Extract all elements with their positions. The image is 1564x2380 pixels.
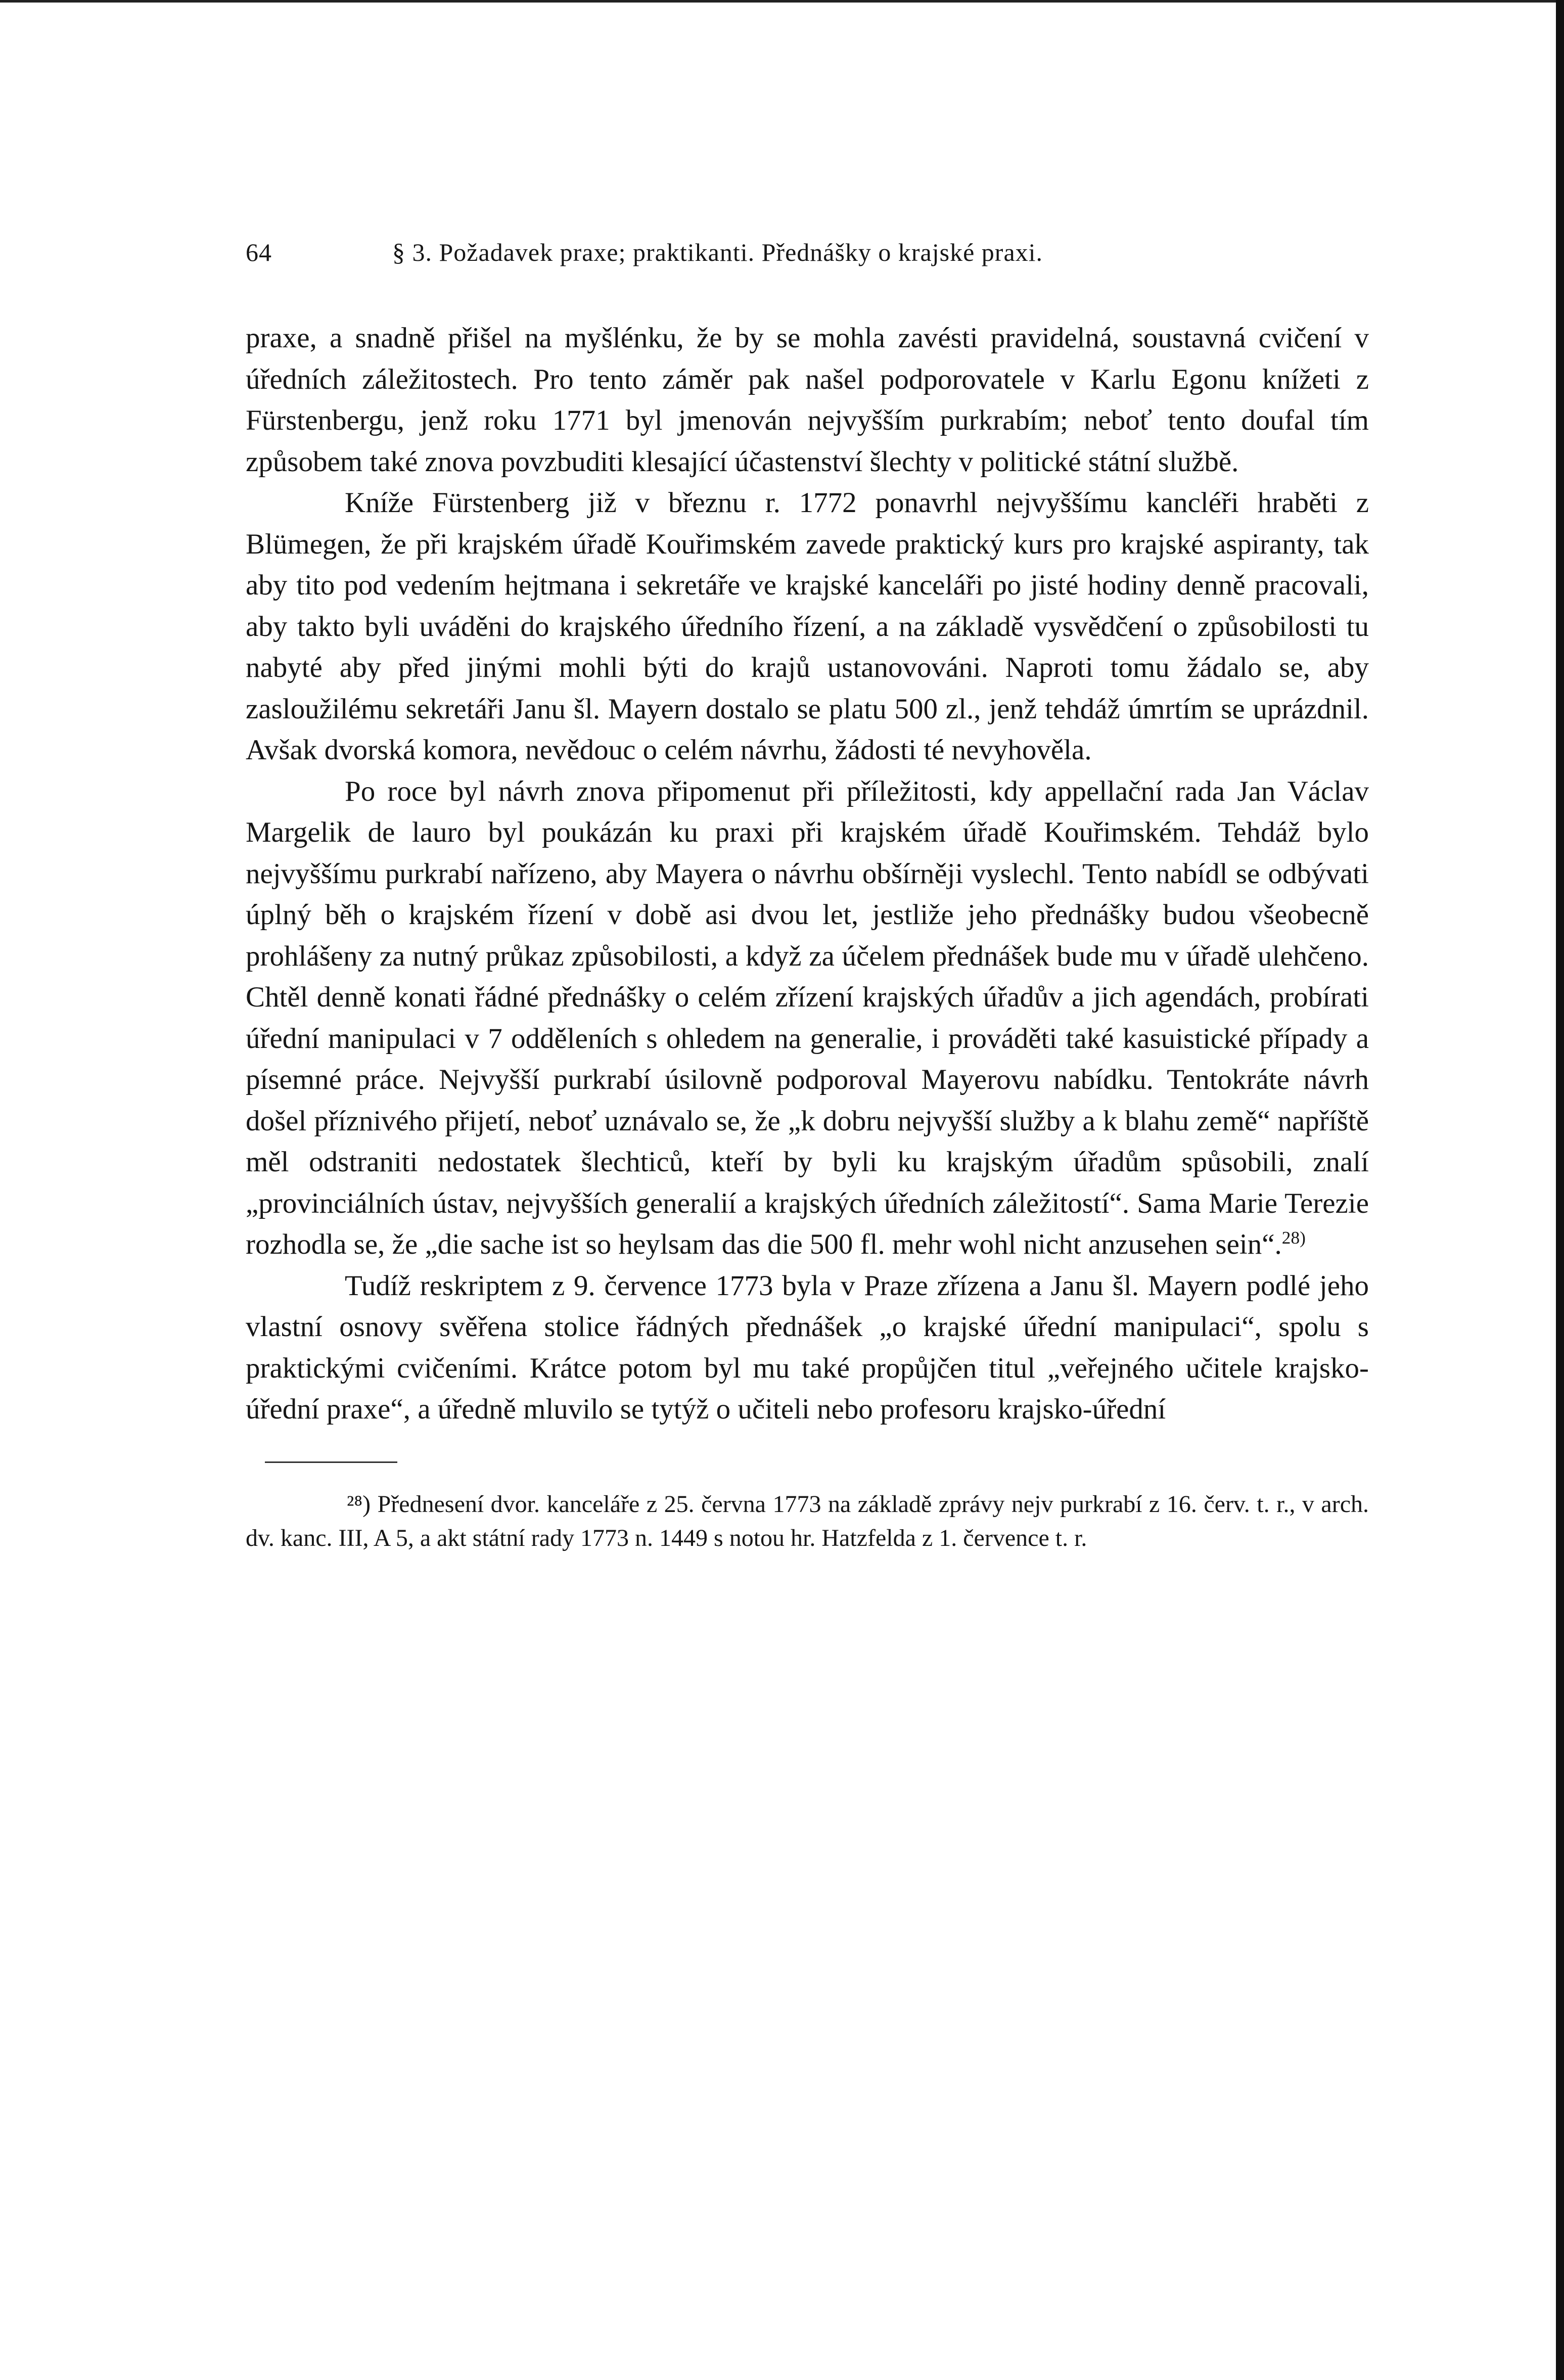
body-text (246, 317, 1369, 1430)
running-title: § 3. Požadavek praxe; praktikanti. Přednášky o krajské praxi. (392, 238, 1043, 266)
page-number: 64 (246, 238, 272, 266)
paragraph-1: praxe, a snadně přišel na myšlénku, že by se mohla zavésti pravidelná, soustavná cvičení v úředních záležitostech. Pro tento záměr pak našel podporovatele v Karlu Egonu knížeti z Fürstenbergu, jenž roku 1771 byl jmenován nejvyšším purkrabím; neboť tento doufal tím způsobem také znova povzbuditi klesající účastenství šlechty v politické státní službě. (246, 322, 1369, 478)
paragraph-3-text: Po roce byl návrh znova připomenut při příležitosti, kdy appellační rada Jan Václav Margelik de lauro byl poukázán ku praxi při krajském úřadě Kouřimském. Tehdáž bylo nejvyššímu purkrabí nařízeno, aby Mayera o návrhu obšírněji vyslechl. Tento nabídl se odbývati úplný běh o krajském řízení v době asi dvou let, jestliže jeho přednášky budou všeobecně prohlášeny za nutný průkaz způsobilosti, a když za účelem přednášek bude mu v úřadě ulehčeno. Chtěl denně konati řádné přednášky o celém zřízení krajských úřadův a jich agendách, probírati úřední manipulaci v 7 odděleních s ohledem na generalie, i prováděti také kasuistické případy a písemné práce. Nejvyšší purkrabí úsilovně podporoval Mayerovu nabídku. Tentokráte návrh došel příznivého přijetí, neboť uznávalo se, že „k dobru nejvyšší služby a k blahu země“ napříště měl odstraniti nedostatek šlechticů, kteří by byli ku krajským úřadům spůsobili, znalí „provinciálních ústav, nejvyšších generalií a krajských úředních záležitostí“. Sama Marie Terezie rozhodla se, že „die sache ist so heylsam das die 500 fl. mehr wohl nicht anzusehen sein“. (246, 775, 1369, 1260)
footnote-divider (265, 1461, 397, 1463)
footnote (246, 1487, 1369, 1555)
paragraph-3 (246, 771, 1369, 1265)
footnote-reference-number: 28 (1281, 1228, 1300, 1248)
footnote-body (246, 1487, 1369, 1555)
running-header (246, 238, 1369, 273)
footnote-text: Přednesení dvor. kanceláře z 25. června 1773 na základě zprávy nejv purkrabí z 16. červ. t. r., v arch. dv. kanc. III, A 5, a akt státní rady 1773 n. 1449 s notou hr. Hatzfelda z 1. července t. r. (246, 1490, 1369, 1551)
footnote-marker: ²⁸) (347, 1490, 371, 1518)
footnote-reference: 28) (1281, 1228, 1306, 1248)
book-page (246, 238, 1369, 1555)
scan-right-edge (1556, 0, 1564, 2380)
paragraph-2: Kníže Fürstenberg již v březnu r. 1772 ponavrhl nejvyššímu kancléři hraběti z Blümegen, že při krajském úřadě Kouřimském zavede praktický kurs pro krajské aspiranty, tak aby tito pod vedením hejtmana i sekretáře ve krajské kanceláři po jisté hodiny denně pracovali, aby takto byli uváděni do krajského úředního řízení, a na základě vysvědčení o způsobilosti tu nabyté aby před jinými mohli býti do krajů ustanovováni. Naproti tomu žádalo se, aby zasloužilému sekretáři Janu šl. Mayern dostalo se platu 500 zl., jenž tehdáž úmrtím se uprázdnil. Avšak dvorská komora, nevědouc o celém návrhu, žádosti té nevyhověla. (246, 487, 1369, 766)
scan-top-edge (0, 0, 1564, 3)
paragraph-4: Tudíž reskriptem z 9. července 1773 byla v Praze zřízena a Janu šl. Mayern podlé jeho vlastní osnovy svěřena stolice řádných přednášek „o krajské úřední manipulaci“, spolu s praktickými cvičeními. Krátce potom byl mu také propůjčen titul „veřejného učitele krajsko-úřední praxe“, a úředně mluvilo se tytýž o učiteli nebo profesoru krajsko-úřední (246, 1269, 1369, 1425)
